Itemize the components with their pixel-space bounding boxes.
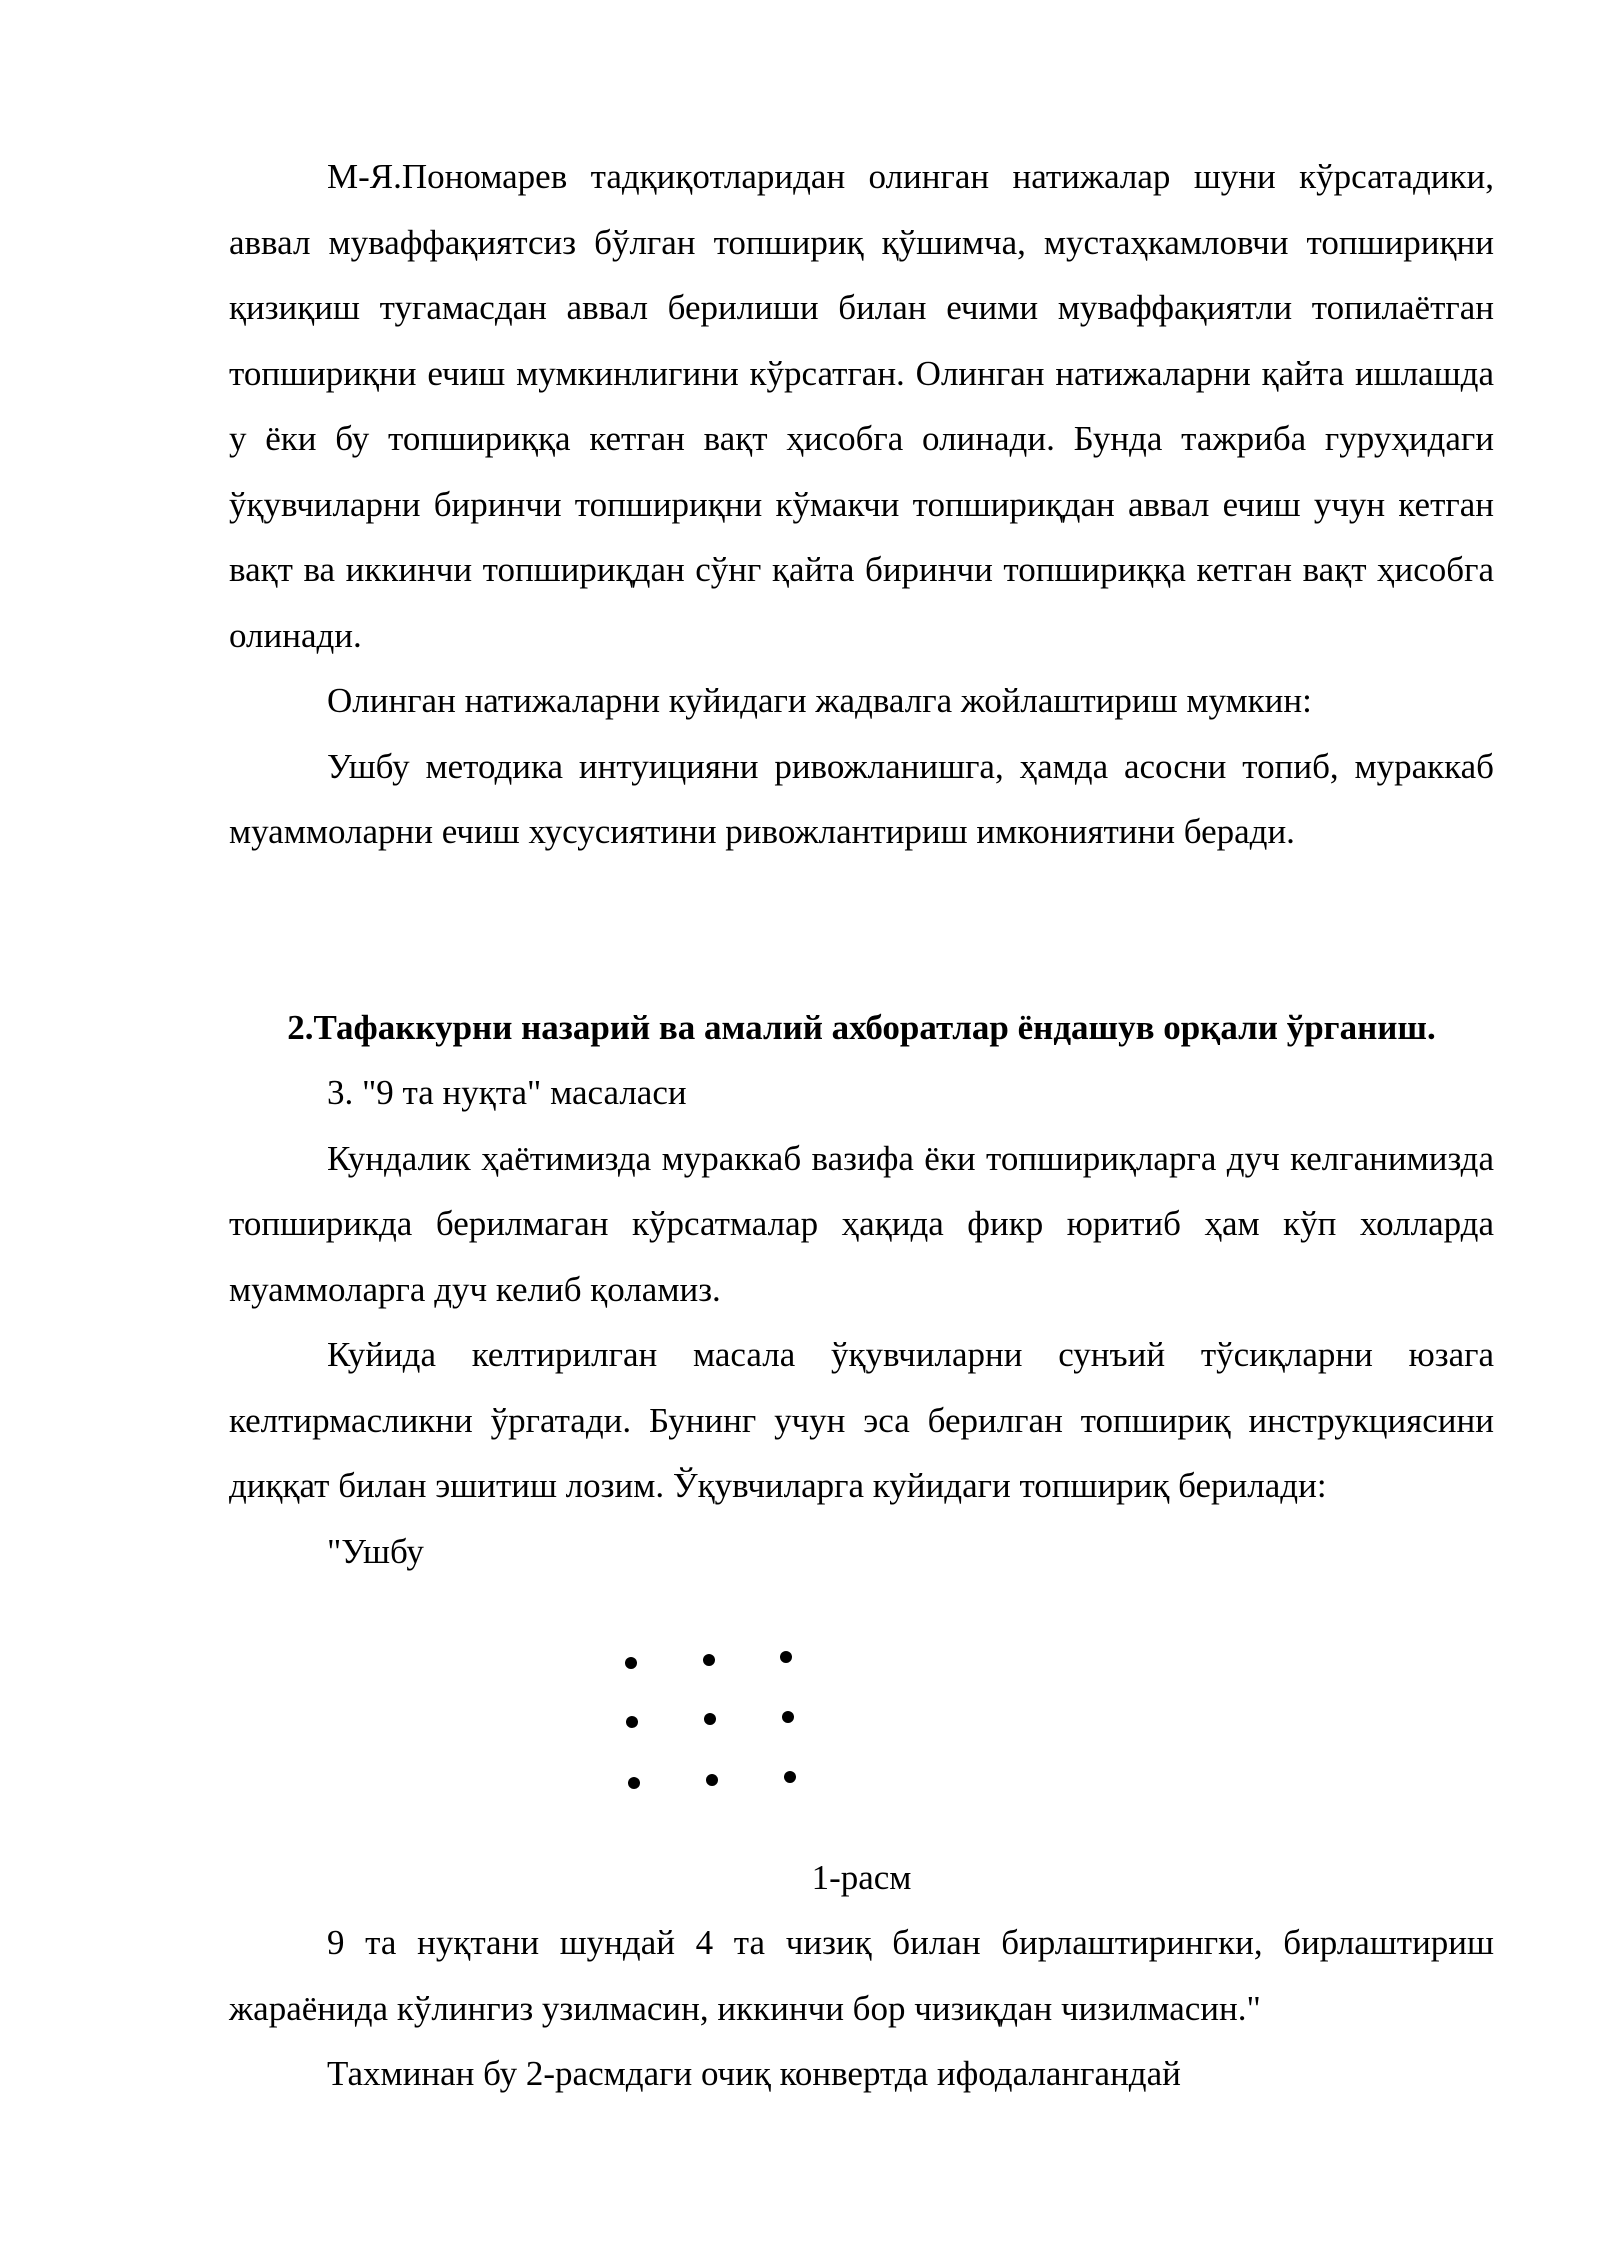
paragraph: Кундалик ҳаётимизда мураккаб вазифа ёки топшириқларга дуч келганимизда топширикда берилмаган кўрсатмалар ҳақида фикр юритиб ҳам кўп холларда муаммоларга дуч келиб қоламиз. (229, 1138, 1494, 1309)
section-heading: 2.Тафаккурни назарий ва амалий ахборатлар ёндашув орқали ўрганиш. (287, 1008, 1436, 1047)
paragraph: М-Я.Пономарев тадқиқотларидан олинган натижалар шуни кўрсатадики, аввал муваффақиятсиз бўлган топшириқ қўшимча, мустаҳкамловчи топшириқни қизиқиш тугамасдан аввал берилиши билан ечими муваффақиятли топилаётган топшириқни ечиш мумкинлигини кўрсатган. Олинган натижаларни қайта ишлашда у ёки бу топшириққа кетган вақт ҳисобга олинади. Бунда тажриба гуруҳидаги ўқувчиларни биринчи топшириқни кўмакчи топшириқдан аввал ечиш учун кетган вақт ва иккинчи топшириқдан сўнг қайта биринчи топшириққа кетган вақт ҳисобга олинади. (229, 157, 1494, 655)
dot (704, 1713, 716, 1725)
paragraph: Ушбу методика интуицияни ривожланишга, ҳамда асосни топиб, мураккаб муаммоларни ечиш хусусиятини ривожлантириш имкониятини беради. (229, 746, 1494, 851)
subheading: 3. "9 та нуқта" масаласи (327, 1073, 687, 1112)
paragraph: 9 та нуқтани шундай 4 та чизиқ билан бирлаштирингки, бирлаштириш жараёнида кўлингиз узилмасин, иккинчи бор чизиқдан чизилмасин." (229, 1923, 1494, 2028)
problem-section (229, 1060, 1494, 1584)
nine-dots-figure (229, 1645, 1494, 1825)
paragraph: "Ушбу (327, 1531, 424, 1571)
dot (703, 1654, 715, 1666)
closing-section (229, 1910, 1494, 2107)
intro-section (229, 144, 1494, 865)
figure-caption: 1-расм (811, 1858, 912, 1897)
paragraph: Куйида келтирилган масала ўқувчиларни сунъий тўсиқларни юзага келтирмасликни ўргатади. Бунинг учун эса берилган топшириқ инструкциясини диққат билан эшитиш лозим. Ўқувчиларга куйидаги топшириқ берилади: (229, 1335, 1494, 1505)
dot (784, 1771, 796, 1783)
paragraph: Тахминан бу 2-расмдаги очиқ конвертда ифодалангандай (327, 2054, 1181, 2093)
dot (626, 1716, 638, 1728)
dot (780, 1651, 792, 1663)
dot (628, 1777, 640, 1789)
dot (625, 1657, 637, 1669)
dot (706, 1774, 718, 1786)
dot (782, 1711, 794, 1723)
paragraph: Олинган натижаларни куйидаги жадвалга жойлаштириш мумкин: (327, 681, 1312, 720)
